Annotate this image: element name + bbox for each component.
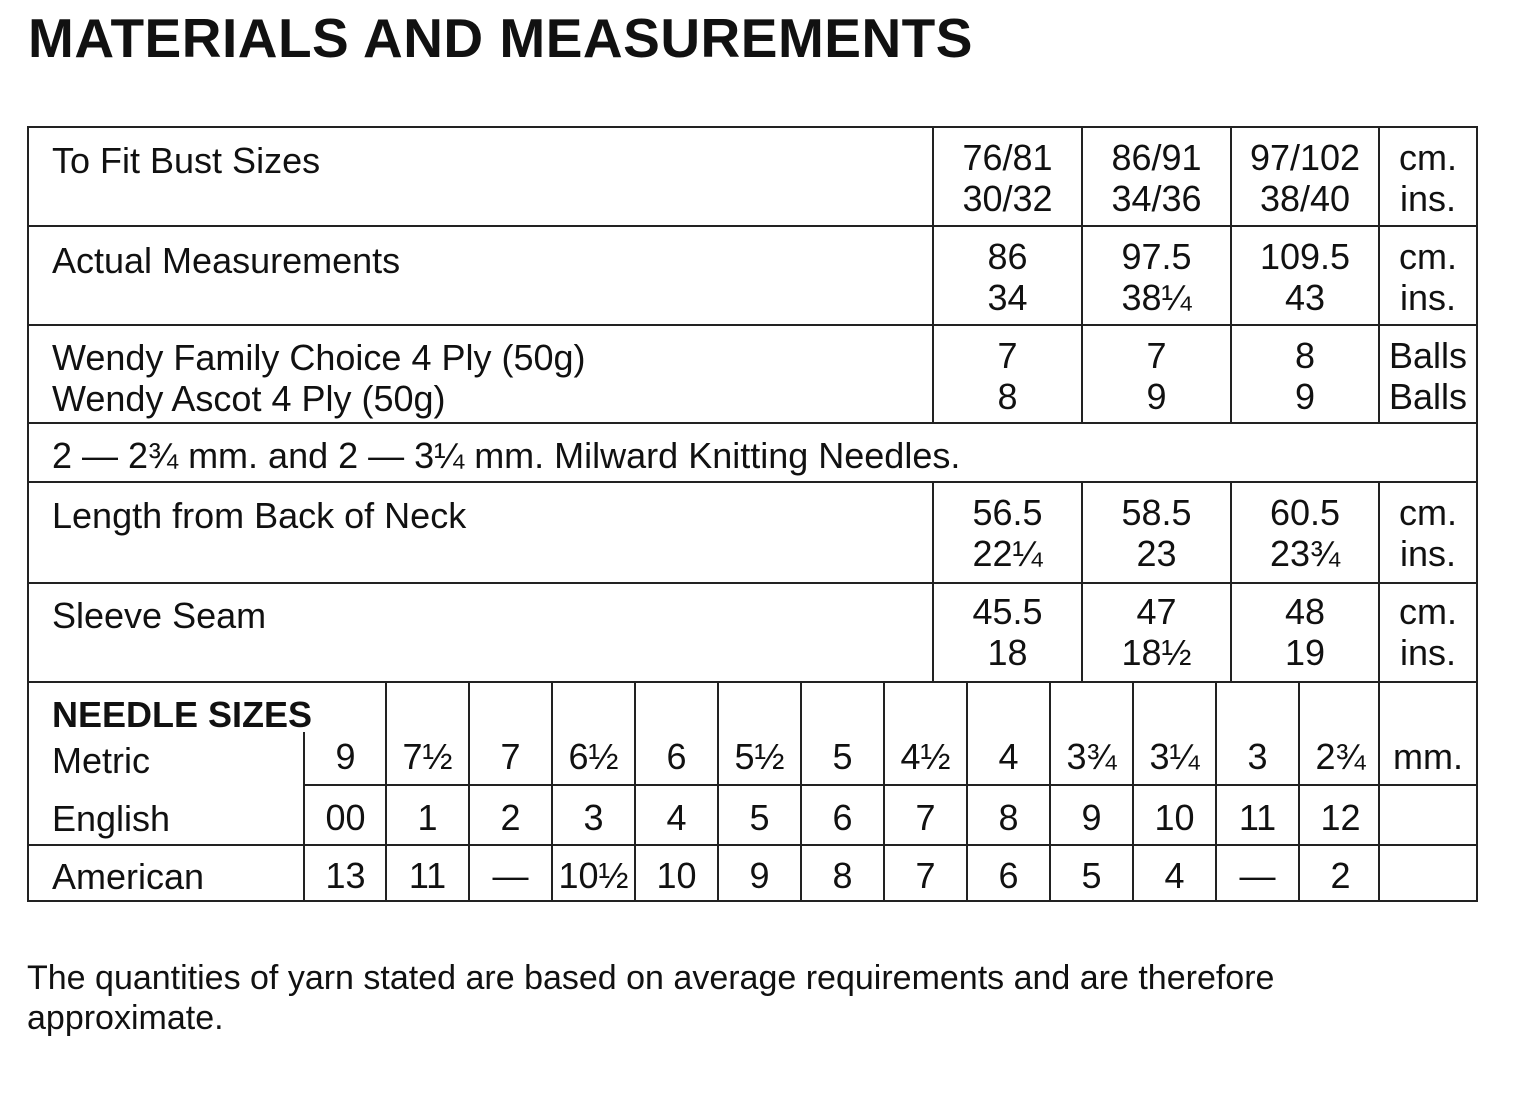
cell-value: 23¾ bbox=[1269, 533, 1341, 574]
row-divider bbox=[27, 582, 1478, 584]
needle-size-english: 00 bbox=[325, 797, 366, 838]
unit-label: ins. bbox=[1399, 277, 1457, 318]
row-divider bbox=[27, 324, 1478, 326]
needle-size-metric: 4½ bbox=[900, 736, 951, 777]
needle-size-american: 9 bbox=[749, 855, 770, 896]
cell-value: 8 bbox=[997, 376, 1018, 417]
unit-label: ins. bbox=[1399, 632, 1457, 673]
row-label-english: English bbox=[52, 798, 171, 839]
needle-size-american: 4 bbox=[1164, 855, 1185, 896]
needle-size-metric: 6 bbox=[666, 736, 687, 777]
cell-value: 58.5 bbox=[1121, 492, 1192, 533]
row-divider bbox=[303, 784, 1478, 786]
needle-size-english: 7 bbox=[915, 797, 936, 838]
needle-size-american: — bbox=[1239, 855, 1276, 896]
cell-value: 86 bbox=[987, 236, 1028, 277]
cell-value: 97.5 bbox=[1121, 236, 1192, 277]
cell-value: 109.5 bbox=[1259, 236, 1351, 277]
row-divider bbox=[27, 422, 1478, 424]
needle-size-american: 13 bbox=[325, 855, 366, 896]
needle-size-english: 8 bbox=[998, 797, 1019, 838]
row-label-metric: Metric bbox=[52, 740, 150, 781]
cell-value: 48 bbox=[1284, 591, 1326, 632]
metric-unit: mm. bbox=[1393, 736, 1463, 777]
cell-value: 18½ bbox=[1121, 632, 1192, 673]
row-divider bbox=[27, 844, 1478, 846]
needle-size-metric: 5 bbox=[832, 736, 853, 777]
row-divider bbox=[27, 225, 1478, 227]
needle-size-english: 4 bbox=[666, 797, 687, 838]
needle-size-metric: 9 bbox=[335, 736, 356, 777]
row-label-yarn-family-choice: Wendy Family Choice 4 Ply (50g) bbox=[52, 337, 586, 378]
needle-size-american: 2 bbox=[1330, 855, 1351, 896]
cell-value: 30/32 bbox=[962, 178, 1053, 219]
needle-size-metric: 3¼ bbox=[1149, 736, 1200, 777]
needle-size-american: — bbox=[492, 855, 529, 896]
footnote: The quantities of yarn stated are based on average requirements and are therefore approximate. bbox=[27, 959, 1275, 1037]
cell-value: 38/40 bbox=[1259, 178, 1351, 219]
needle-size-metric: 5½ bbox=[734, 736, 785, 777]
needle-size-english: 2 bbox=[500, 797, 521, 838]
cell-value: 7 bbox=[997, 335, 1018, 376]
needle-size-american: 11 bbox=[408, 855, 447, 896]
cell-value: 9 bbox=[1294, 376, 1316, 417]
unit-label: cm. bbox=[1399, 492, 1457, 533]
unit-label: cm. bbox=[1399, 137, 1457, 178]
cell-value: 23 bbox=[1136, 533, 1177, 574]
cell-value: 97/102 bbox=[1249, 137, 1361, 178]
cell-value: 45.5 bbox=[972, 591, 1043, 632]
needle-size-english: 9 bbox=[1081, 797, 1102, 838]
needle-size-american: 7 bbox=[915, 855, 936, 896]
needle-size-american: 10 bbox=[656, 855, 697, 896]
row-label-actual-measurements: Actual Measurements bbox=[52, 240, 401, 281]
needle-size-english: 12 bbox=[1320, 797, 1361, 838]
cell-value: 18 bbox=[987, 632, 1028, 673]
row-divider bbox=[27, 681, 1478, 683]
row-label-bust-sizes: To Fit Bust Sizes bbox=[52, 140, 321, 181]
needle-size-english: 5 bbox=[749, 797, 770, 838]
unit-label: Balls bbox=[1388, 376, 1468, 417]
needle-size-metric: 3 bbox=[1247, 736, 1268, 777]
needles-note: 2 — 2¾ mm. and 2 — 3¼ mm. Milward Knitting Needles. bbox=[52, 435, 961, 476]
cell-value: 86/91 bbox=[1111, 137, 1202, 178]
cell-value: 9 bbox=[1146, 376, 1167, 417]
unit-label: ins. bbox=[1399, 533, 1457, 574]
cell-value: 60.5 bbox=[1269, 492, 1341, 533]
needle-size-american: 6 bbox=[998, 855, 1019, 896]
needle-size-metric: 3¾ bbox=[1066, 736, 1117, 777]
cell-value: 56.5 bbox=[972, 492, 1043, 533]
row-label-sleeve-seam: Sleeve Seam bbox=[52, 595, 267, 636]
needle-size-english: 11 bbox=[1238, 797, 1277, 838]
needle-sizes-heading: NEEDLE SIZES bbox=[52, 694, 313, 735]
needle-size-metric: 7½ bbox=[402, 736, 453, 777]
needle-size-american: 10½ bbox=[558, 855, 629, 896]
needle-size-english: 1 bbox=[417, 797, 438, 838]
needle-size-metric: 2¾ bbox=[1315, 736, 1366, 777]
row-label-yarn-ascot: Wendy Ascot 4 Ply (50g) bbox=[52, 378, 446, 419]
cell-value: 34/36 bbox=[1111, 178, 1202, 219]
cell-value: 38¼ bbox=[1121, 277, 1192, 318]
unit-label: Balls bbox=[1388, 335, 1468, 376]
needle-size-english: 3 bbox=[583, 797, 604, 838]
cell-value: 22¼ bbox=[972, 533, 1043, 574]
cell-value: 19 bbox=[1284, 632, 1326, 673]
needle-size-english: 10 bbox=[1154, 797, 1195, 838]
cell-value: 34 bbox=[987, 277, 1028, 318]
row-label-american: American bbox=[52, 856, 205, 897]
needle-size-metric: 4 bbox=[998, 736, 1019, 777]
needle-size-english: 6 bbox=[832, 797, 853, 838]
cell-value: 47 bbox=[1136, 591, 1177, 632]
needle-size-american: 8 bbox=[832, 855, 853, 896]
page-title: MATERIALS AND MEASUREMENTS bbox=[28, 7, 973, 69]
unit-label: ins. bbox=[1399, 178, 1457, 219]
cell-value: 76/81 bbox=[962, 137, 1053, 178]
row-divider bbox=[27, 481, 1478, 483]
cell-value: 7 bbox=[1146, 335, 1167, 376]
needle-size-metric: 6½ bbox=[568, 736, 619, 777]
cell-value: 8 bbox=[1294, 335, 1316, 376]
unit-label: cm. bbox=[1399, 591, 1457, 632]
needle-size-american: 5 bbox=[1081, 855, 1102, 896]
cell-value: 43 bbox=[1284, 277, 1326, 318]
unit-label: cm. bbox=[1399, 236, 1457, 277]
row-label-length: Length from Back of Neck bbox=[52, 495, 467, 536]
needle-size-metric: 7 bbox=[500, 736, 521, 777]
